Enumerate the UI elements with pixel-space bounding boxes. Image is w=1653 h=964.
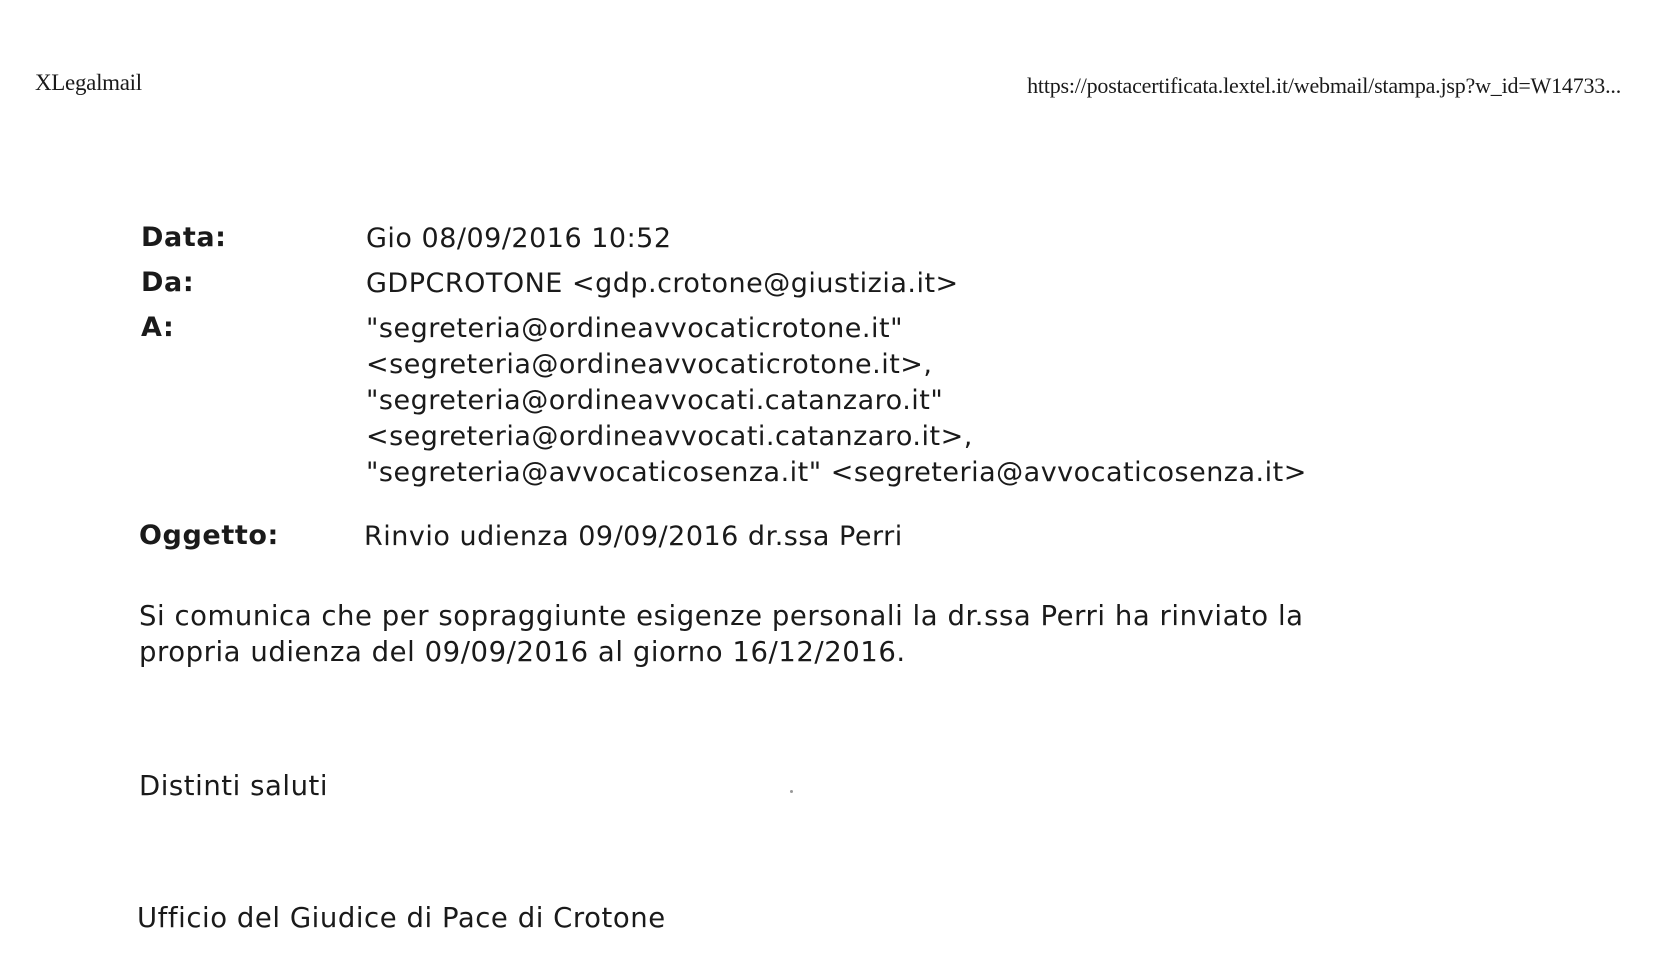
date-value: Gio 08/09/2016 10:52 bbox=[366, 223, 672, 254]
body-line: Si comunica che per sopraggiunte esigenze personali la dr.ssa Perri ha rinviato la bbox=[139, 600, 1304, 632]
to-line: "segreteria@ordineavvocaticrotone.it" bbox=[366, 313, 903, 344]
to-line: <segreteria@ordineavvocaticrotone.it>, bbox=[366, 349, 933, 380]
greeting: Distinti saluti bbox=[139, 770, 329, 802]
signature: Ufficio del Giudice di Pace di Crotone bbox=[137, 902, 666, 934]
subject-label: Oggetto: bbox=[139, 520, 279, 551]
to-line: <segreteria@ordineavvocati.catanzaro.it>, bbox=[366, 421, 973, 452]
print-header-url: https://postacertificata.lextel.it/webmail/stampa.jsp?w_id=W14733... bbox=[1027, 73, 1621, 98]
from-value: GDPCROTONE <gdp.crotone@giustizia.it> bbox=[366, 268, 959, 299]
subject-value: Rinvio udienza 09/09/2016 dr.ssa Perri bbox=[364, 521, 903, 552]
body-line: propria udienza del 09/09/2016 al giorno 16/12/2016. bbox=[139, 636, 906, 668]
scan-speck bbox=[790, 790, 793, 793]
to-line: "segreteria@ordineavvocati.catanzaro.it" bbox=[366, 385, 944, 416]
to-line: "segreteria@avvocaticosenza.it" <segreteria@avvocaticosenza.it> bbox=[366, 457, 1307, 488]
date-label: Data: bbox=[141, 222, 227, 253]
from-label: Da: bbox=[141, 267, 195, 298]
print-header-app-name: XLegalmail bbox=[35, 70, 142, 95]
to-label: A: bbox=[141, 312, 175, 343]
